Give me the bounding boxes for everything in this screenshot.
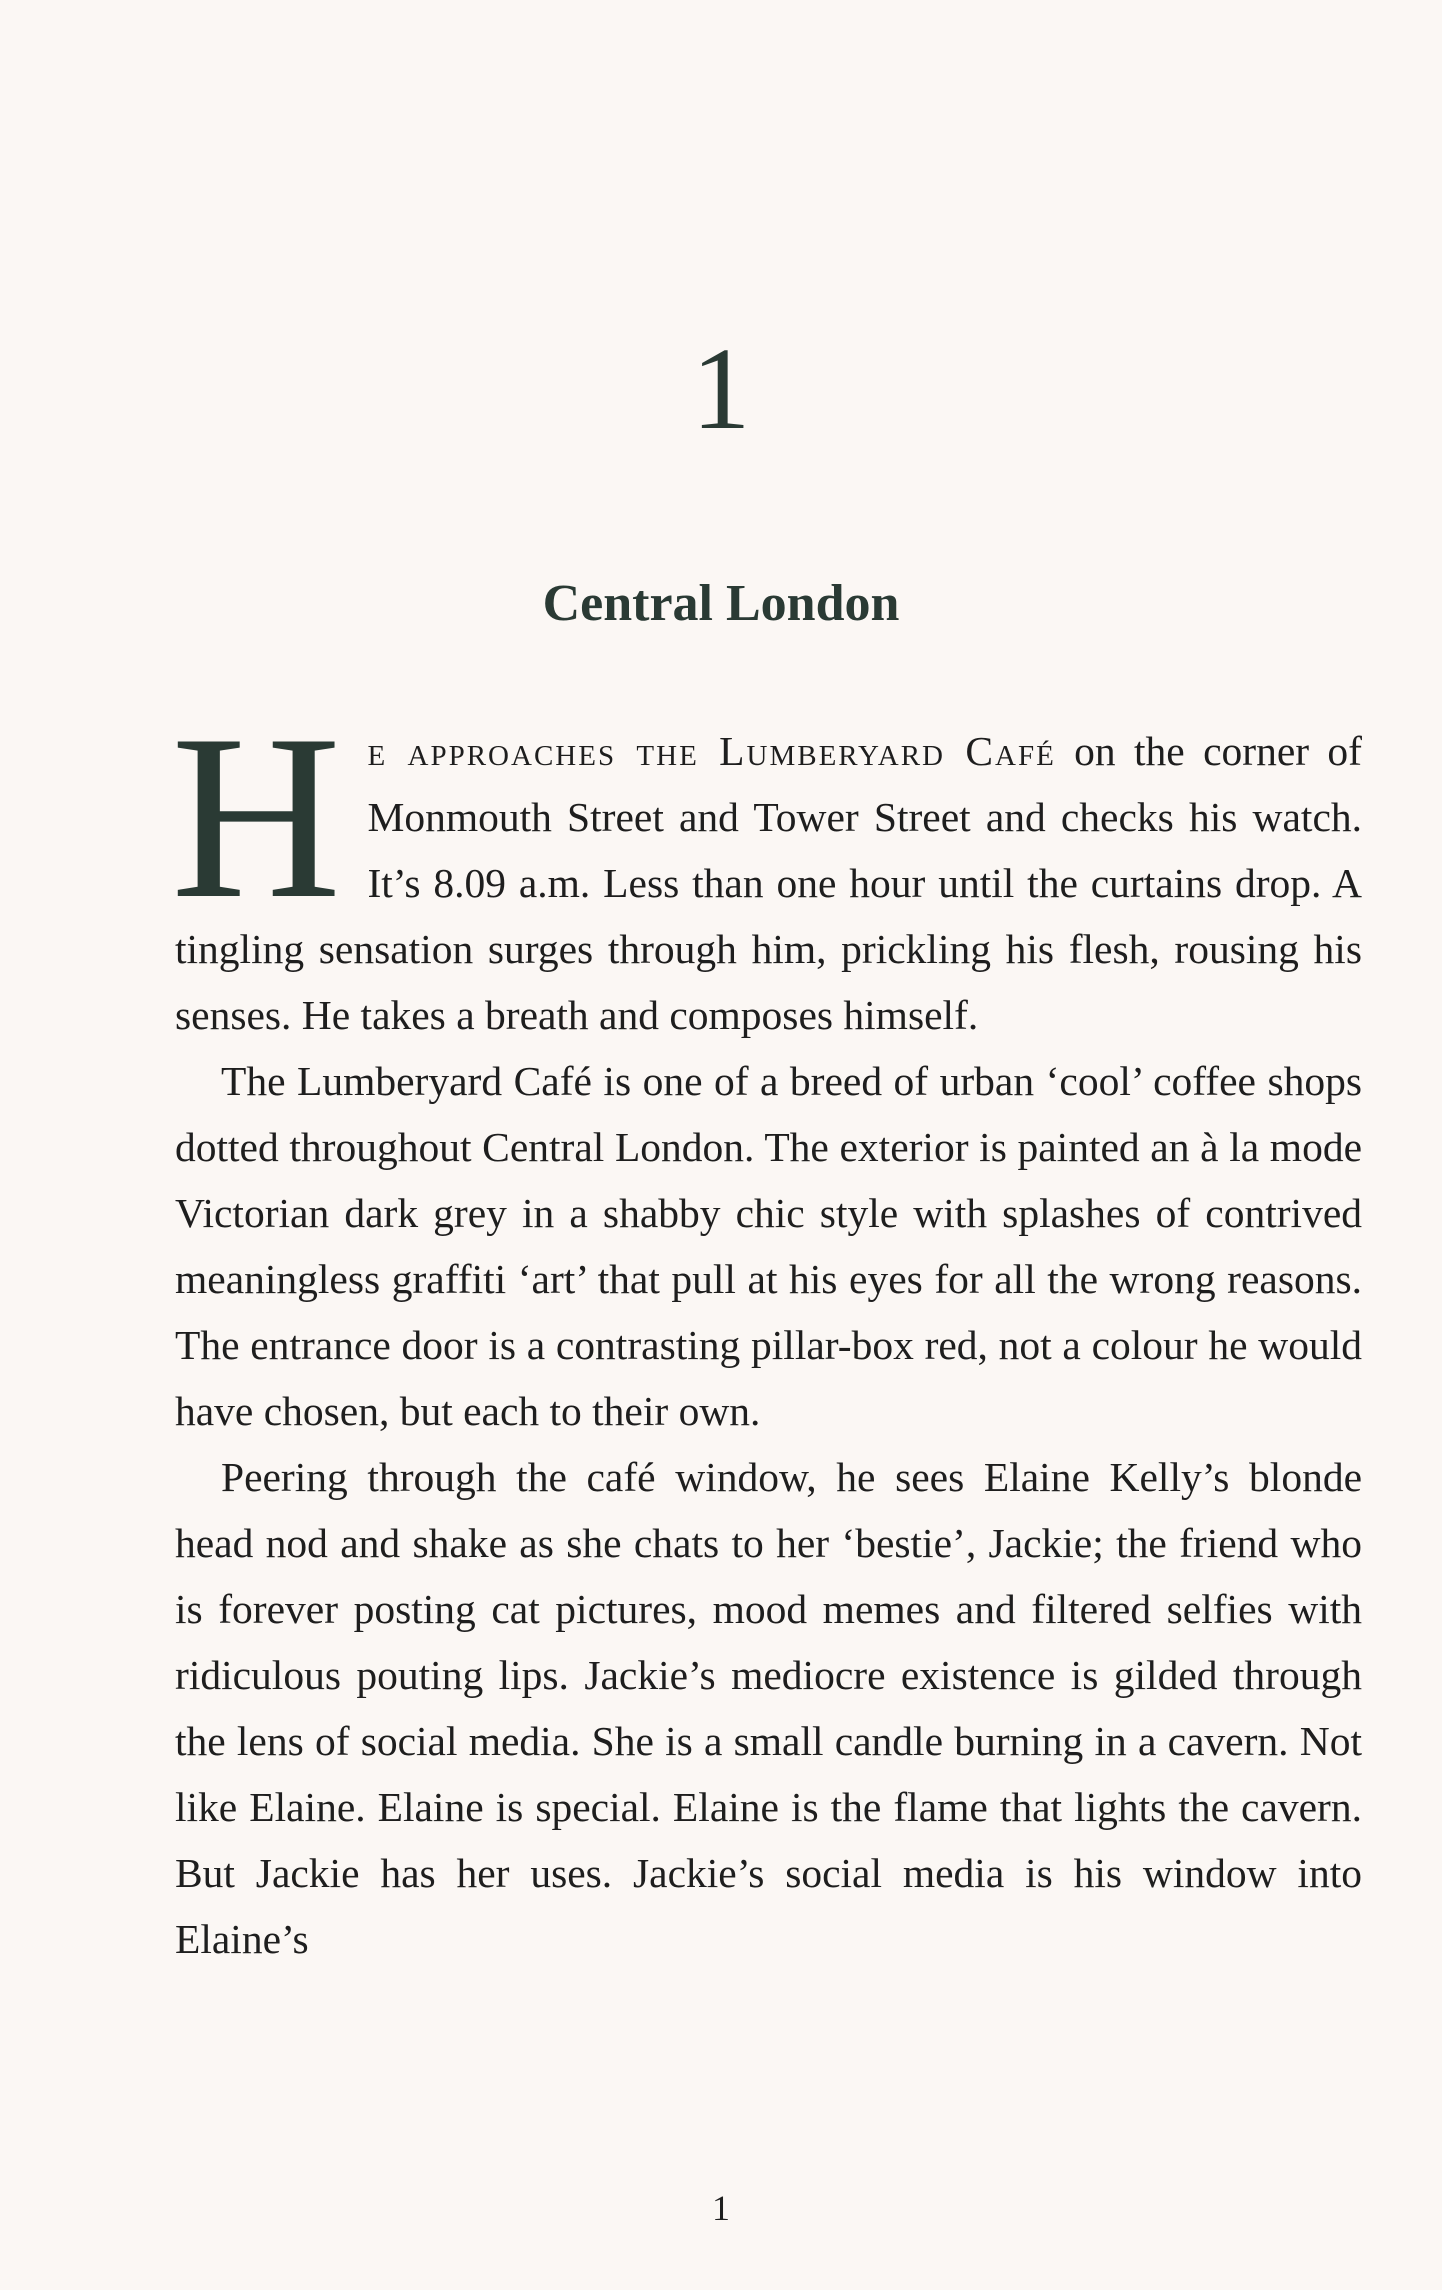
drop-cap: H [171, 687, 342, 948]
paragraph-window: Peering through the café window, he sees Elaine Kelly’s blonde head nod and shake as she chats to her ‘bestie’, Jackie; the friend who is forever posting cat pictures, mood memes and filtered selfies with ridiculous pouting lips. Jackie’s mediocre existence is gilded through the lens of social media. She is a small candle burning in a cavern. Not like Elaine. Elaine is special. Elaine is the flame that lights the cavern. But Jackie has her uses. Jackie’s social media is his window into Elaine’s [175, 1454, 1362, 1962]
page-number: 1 [712, 2188, 730, 2228]
opening-small-caps: e approaches the Lumberyard Café [367, 728, 1056, 774]
opening-text: on the corner of Monmouth Street and Tower Street and checks his watch. It’s 8.09 a.m. Less than one hour until the curtains drop. A tingling sensation surges through him, prickling his flesh, rousing his senses. He takes a breath and composes himself. [175, 728, 1362, 1038]
paragraph-cafe-description: The Lumberyard Café is one of a breed of urban ‘cool’ coffee shops dotted throughout Central London. The exterior is painted an à la mode Victorian dark grey in a shabby chic style with splashes of contrived meaningless graffiti ‘art’ that pull at his eyes for all the wrong reasons. The entrance door is a contrasting pillar-box red, not a colour he would have chosen, but each to their own. [175, 1058, 1362, 1434]
opening-paragraph [171, 687, 1362, 1048]
chapter-title: Central London [542, 575, 900, 632]
chapter-body [171, 687, 1362, 1972]
chapter-number: 1 [691, 323, 751, 454]
